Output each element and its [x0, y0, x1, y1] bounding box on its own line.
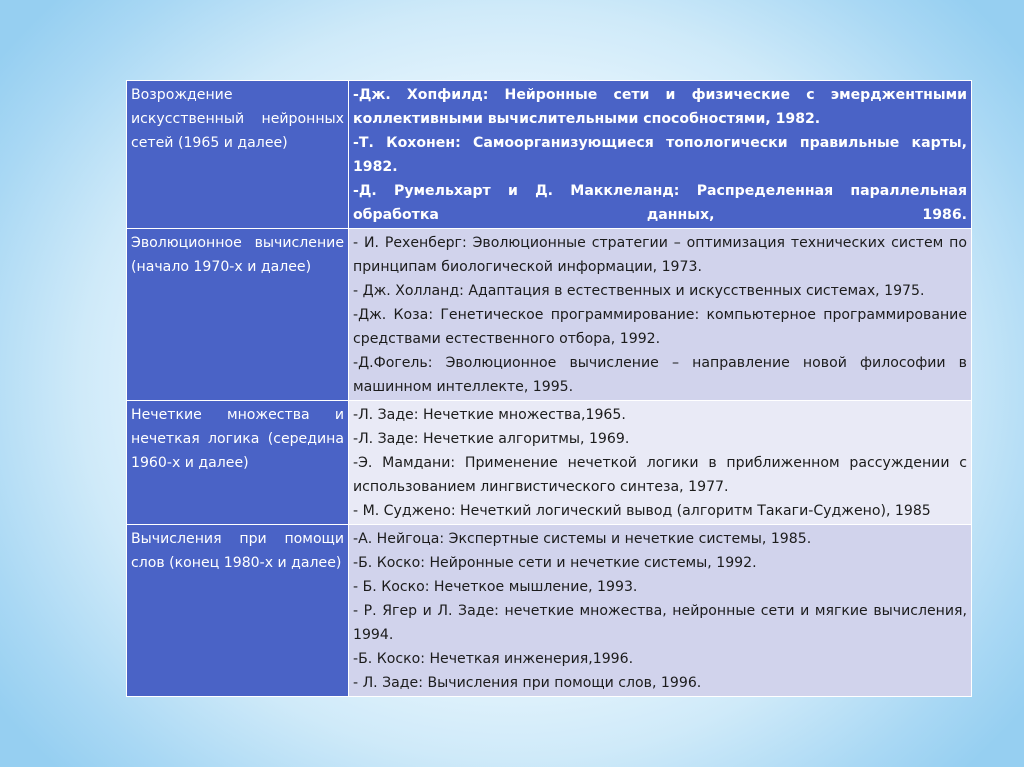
work-entry: - Р. Ягер и Л. Заде: нечеткие множества, нейронные сети и мягкие вычисления, 1994.	[353, 603, 967, 643]
work-entry: -Д.Фогель: Эволюционное вычисление – направление новой философии в машинном интеллекте, 1995.	[353, 355, 967, 395]
work-entry: - Дж. Холланд: Адаптация в естественных и искусственных системах, 1975.	[353, 283, 925, 299]
work-entry: -Дж. Коза: Генетическое программирование: компьютерное программирование средствами естественного отбора, 1992.	[353, 307, 967, 347]
work-entry: -Л. Заде: Нечеткие множества,1965.	[353, 407, 626, 423]
work-entry: -Л. Заде: Нечеткие алгоритмы, 1969.	[353, 431, 630, 447]
table-row	[127, 81, 972, 229]
work-entry: -Э. Мамдани: Применение нечеткой логики в приближенном рассуждении с использованием лингвистического синтеза, 1977.	[353, 455, 967, 495]
period-cell: Нечеткие множества и нечеткая логика (середина 1960-х и далее)	[127, 401, 349, 525]
work-entry: -Д. Румельхарт и Д. Макклеланд: Распределенная параллельная обработка данных, 1986.	[353, 183, 967, 223]
work-entry: - И. Рехенберг: Эволюционные стратегии – оптимизация технических систем по принципам биологической информации, 1973.	[353, 235, 967, 275]
table-row	[127, 525, 972, 697]
table-row	[127, 401, 972, 525]
work-entry: -Т. Кохонен: Самоорганизующиеся топологически правильные карты, 1982.	[353, 135, 967, 175]
work-entry: - Л. Заде: Вычисления при помощи слов, 1996.	[353, 675, 702, 691]
works-cell	[349, 81, 972, 229]
work-entry: -Б. Коско: Нейронные сети и нечеткие системы, 1992.	[353, 555, 757, 571]
period-cell: Эволюционное вычисление (начало 1970-х и далее)	[127, 229, 349, 401]
works-cell	[349, 229, 972, 401]
work-entry: -А. Нейгоца: Экспертные системы и нечеткие системы, 1985.	[353, 531, 812, 547]
work-entry: - Б. Коско: Нечеткое мышление, 1993.	[353, 579, 638, 595]
works-cell	[349, 401, 972, 525]
work-entry: - М. Суджено: Нечеткий логический вывод (алгоритм Такаги-Суджено), 1985	[353, 503, 931, 519]
table-row	[127, 229, 972, 401]
work-entry: -Дж. Хопфилд: Нейронные сети и физические с эмерджентными коллективными вычислительными способностями, 1982.	[353, 87, 967, 127]
work-entry: -Б. Коско: Нечеткая инженерия,1996.	[353, 651, 634, 667]
works-cell	[349, 525, 972, 697]
period-cell: Возрождение искусственный нейронных сетей (1965 и далее)	[127, 81, 349, 229]
history-table	[126, 80, 972, 697]
period-cell: Вычисления при помощи слов (конец 1980-х и далее)	[127, 525, 349, 697]
